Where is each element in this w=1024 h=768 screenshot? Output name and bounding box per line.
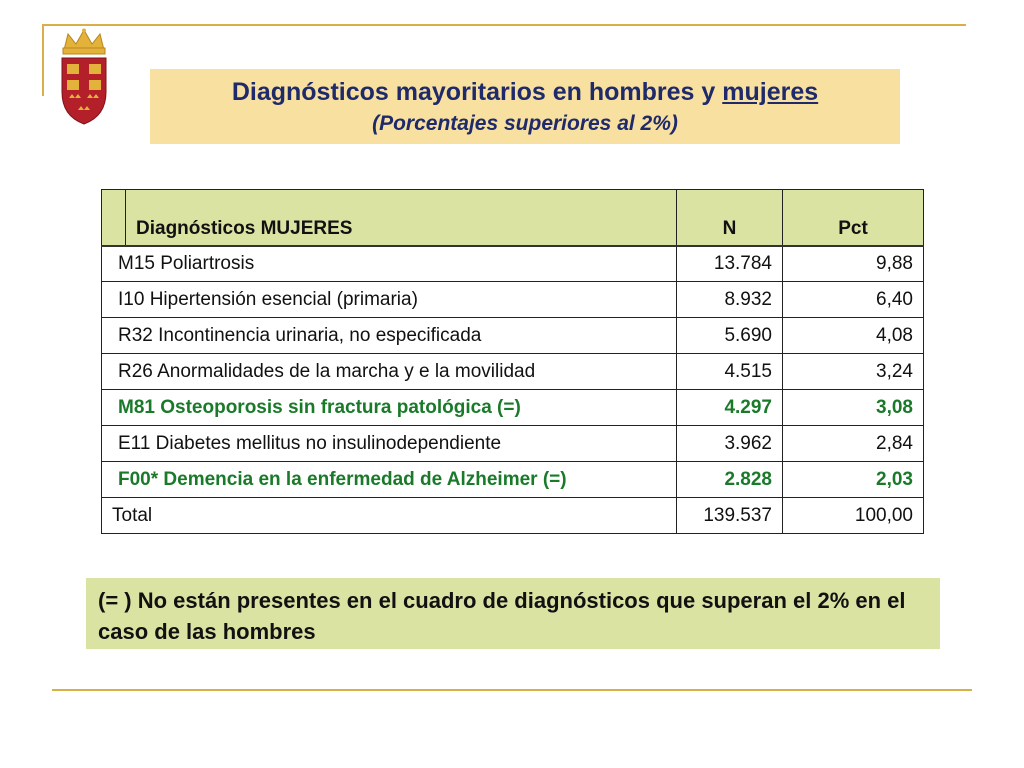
row-pct: 4,08 <box>783 318 924 354</box>
total-n: 139.537 <box>677 498 783 534</box>
title-box <box>150 69 900 144</box>
page-subtitle: (Porcentajes superiores al 2%) <box>372 112 678 135</box>
header-spacer-cell <box>102 190 126 246</box>
header-diagnosticos: Diagnósticos MUJERES <box>126 190 677 246</box>
row-pct: 3,08 <box>783 390 924 426</box>
total-pct: 100,00 <box>783 498 924 534</box>
table-total-row <box>102 498 924 534</box>
row-n: 8.932 <box>677 282 783 318</box>
footnote-text: (= ) No están presentes en el cuadro de diagnósticos que superan el 2% en el caso de las hombres <box>98 588 906 644</box>
table-row <box>102 246 924 282</box>
diagnoses-table <box>101 189 924 534</box>
page-title-underlined: mujeres <box>722 78 819 106</box>
frame-bottom-line <box>52 689 972 691</box>
row-n: 13.784 <box>677 246 783 282</box>
row-diagnosis: E11 Diabetes mellitus no insulinodependiente <box>102 426 677 462</box>
page-title-prefix: Diagnósticos mayoritarios en hombres y <box>231 78 723 106</box>
row-diagnosis: M15 Poliartrosis <box>102 246 677 282</box>
row-diagnosis: F00* Demencia en la enfermedad de Alzheimer (=) <box>102 462 677 498</box>
row-n: 4.297 <box>677 390 783 426</box>
table-row <box>102 354 924 390</box>
row-n: 5.690 <box>677 318 783 354</box>
row-n: 4.515 <box>677 354 783 390</box>
table-row-highlighted <box>102 462 924 498</box>
frame-top-line <box>42 24 966 26</box>
row-diagnosis: I10 Hipertensión esencial (primaria) <box>102 282 677 318</box>
row-diagnosis: R32 Incontinencia urinaria, no especificada <box>102 318 677 354</box>
table-row-highlighted <box>102 390 924 426</box>
row-pct: 2,03 <box>783 462 924 498</box>
row-pct: 9,88 <box>783 246 924 282</box>
frame-left-line <box>42 24 44 96</box>
row-pct: 2,84 <box>783 426 924 462</box>
row-n: 3.962 <box>677 426 783 462</box>
row-pct: 3,24 <box>783 354 924 390</box>
table-row <box>102 318 924 354</box>
region-coat-of-arms-icon <box>54 28 114 128</box>
row-n: 2.828 <box>677 462 783 498</box>
footnote-box <box>86 578 940 649</box>
total-label: Total <box>102 498 677 534</box>
row-pct: 6,40 <box>783 282 924 318</box>
row-diagnosis: M81 Osteoporosis sin fractura patológica (=) <box>102 390 677 426</box>
header-pct: Pct <box>783 190 924 246</box>
header-n: N <box>677 190 783 246</box>
table-row <box>102 426 924 462</box>
table-row <box>102 282 924 318</box>
table-header-row <box>102 190 924 246</box>
page-title <box>150 78 900 107</box>
row-diagnosis: R26 Anormalidades de la marcha y e la movilidad <box>102 354 677 390</box>
